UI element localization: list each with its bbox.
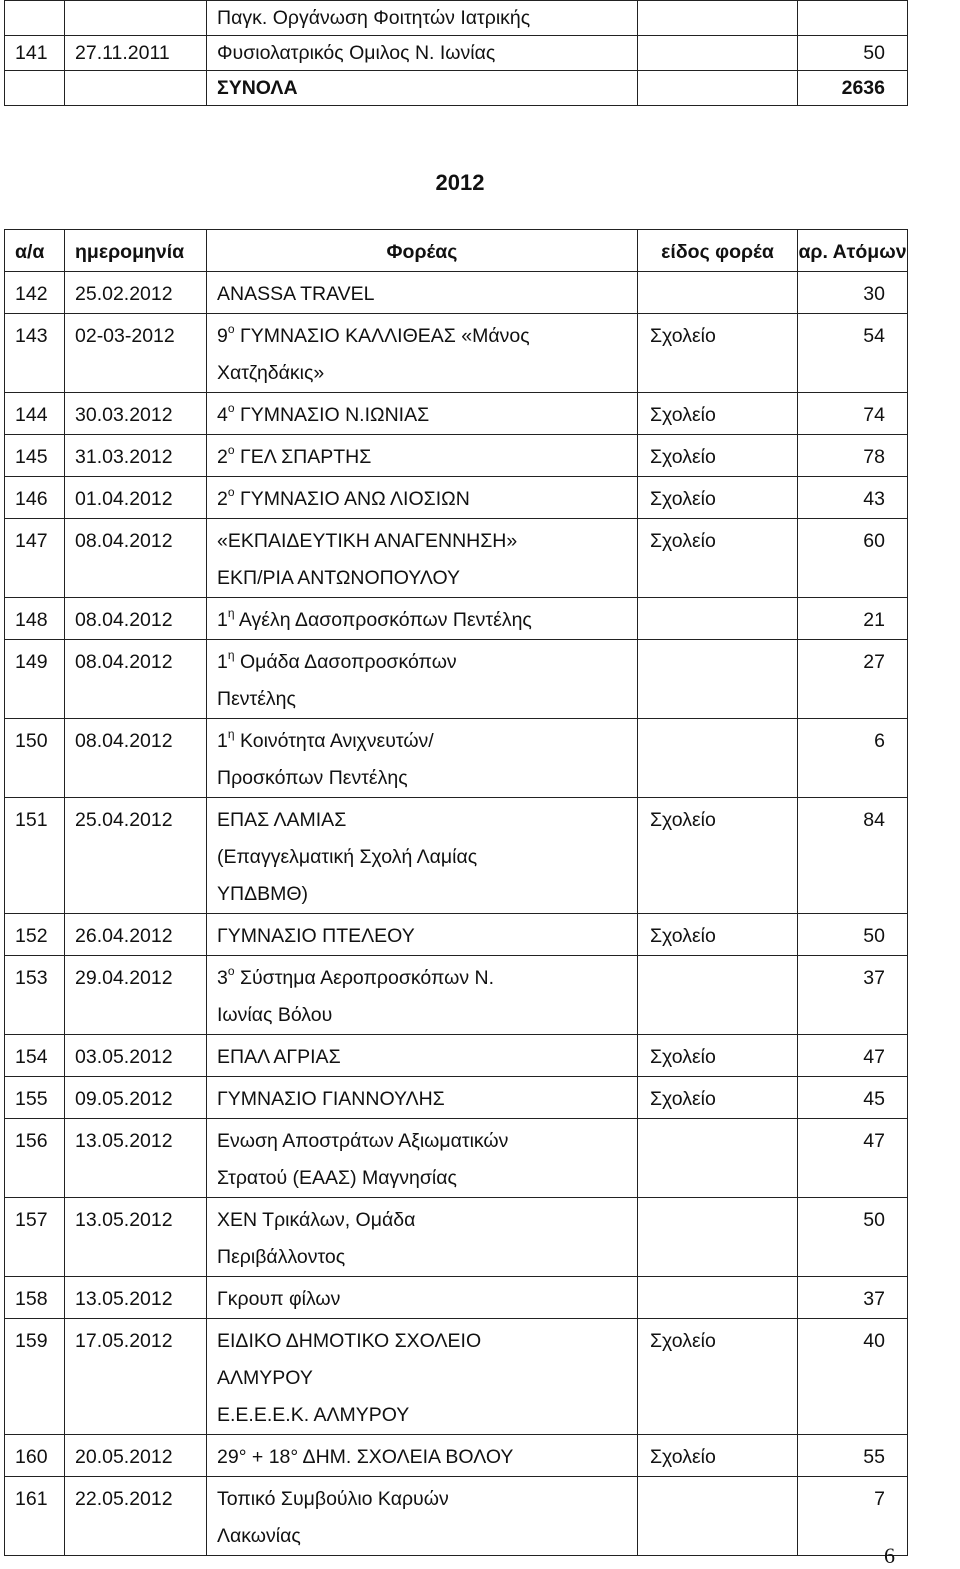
row-count: 27 <box>798 640 908 719</box>
org-line: Στρατού (ΕΑΑΣ) Μαγνησίας <box>217 1167 457 1189</box>
org-line: ΑΛΜΥΡΟΥ <box>217 1367 313 1389</box>
row-date: 25.04.2012 <box>65 798 207 914</box>
row-type: Σχολείο <box>638 435 798 477</box>
row-count: 21 <box>798 598 908 640</box>
row-date: 22.05.2012 <box>65 1477 207 1556</box>
table-row <box>5 1277 908 1319</box>
org-line: ΕΚΠ/ΡΙΑ ΑΝΤΩΝΟΠΟΥΛΟΥ <box>217 567 461 589</box>
row-org <box>207 640 638 719</box>
org-line <box>217 960 637 997</box>
org-text: ΓΥΜΝΑΣΙΟ Ν.ΙΩΝΙΑΣ <box>239 404 430 426</box>
org-line: Προσκόπων Πεντέλης <box>217 767 408 789</box>
row-count: 60 <box>798 519 908 598</box>
row-org <box>207 956 638 1035</box>
table-row <box>5 1119 908 1198</box>
org-line: 29° + 18° ΔΗΜ. ΣΧΟΛΕΙΑ ΒΟΛΟΥ <box>217 1446 514 1468</box>
row-date: 09.05.2012 <box>65 1077 207 1119</box>
table-row <box>5 640 908 719</box>
row-date: 25.02.2012 <box>65 272 207 314</box>
row-aa: 150 <box>5 719 65 798</box>
row-org <box>207 1435 638 1477</box>
table-row <box>5 1477 908 1556</box>
row-org <box>207 798 638 914</box>
row-type: Σχολείο <box>638 798 798 914</box>
row-count: 78 <box>798 435 908 477</box>
ordinal-suffix: ο <box>227 321 235 336</box>
ordinal-suffix: ο <box>227 963 235 978</box>
row-type: Σχολείο <box>638 1435 798 1477</box>
row-aa: 141 <box>5 36 65 71</box>
org-text: ΓΕΛ ΣΠΑΡΤΗΣ <box>239 446 372 468</box>
row-count <box>798 1 908 36</box>
org-line: Γκρουπ φίλων <box>217 1288 341 1310</box>
row-date: 17.05.2012 <box>65 1319 207 1435</box>
org-line: ΕΠΑΣ ΛΑΜΙΑΣ <box>217 809 347 831</box>
page-number: 6 <box>884 1543 895 1568</box>
org-line: (Επαγγελματική Σχολή Λαμίας <box>217 846 478 868</box>
row-type <box>638 272 798 314</box>
org-text: ΓΥΜΝΑΣΙΟ ΑΝΩ ΛΙΟΣΙΩΝ <box>239 488 470 510</box>
header-type: είδος φορέα <box>638 230 798 272</box>
header-aa: α/α <box>5 230 65 272</box>
org-line <box>217 439 637 476</box>
row-count: 43 <box>798 477 908 519</box>
row-aa <box>5 1 65 36</box>
row-aa: 160 <box>5 1435 65 1477</box>
org-line <box>217 481 637 518</box>
row-aa: 146 <box>5 477 65 519</box>
row-org <box>207 1277 638 1319</box>
org-line <box>217 397 637 434</box>
org-line: ΕΠΑΛ ΑΓΡΙΑΣ <box>217 1046 341 1068</box>
row-count: 50 <box>798 914 908 956</box>
row-count: 55 <box>798 1435 908 1477</box>
row-date: 31.03.2012 <box>65 435 207 477</box>
row-org <box>207 1477 638 1556</box>
row-type <box>638 1119 798 1198</box>
org-line: Ε.Ε.Ε.Ε.Κ. ΑΛΜΥΡΟΥ <box>217 1404 410 1426</box>
org-line <box>217 318 637 355</box>
row-type <box>638 1477 798 1556</box>
row-date: 27.11.2011 <box>65 36 207 71</box>
row-count: 40 <box>798 1319 908 1435</box>
table-row <box>5 1198 908 1277</box>
row-type <box>638 598 798 640</box>
table-row <box>5 519 908 598</box>
row-count: 74 <box>798 393 908 435</box>
row-count: 47 <box>798 1035 908 1077</box>
ordinal-suffix: ο <box>227 400 235 415</box>
row-type: Σχολείο <box>638 914 798 956</box>
table-row <box>5 956 908 1035</box>
ordinal-number: 3 <box>217 967 228 989</box>
table-row <box>5 435 908 477</box>
table-row <box>5 914 908 956</box>
row-count: 37 <box>798 956 908 1035</box>
row-count: 50 <box>798 36 908 71</box>
row-count: 7 <box>798 1477 908 1556</box>
row-date: 13.05.2012 <box>65 1198 207 1277</box>
org-line: ΓΥΜΝΑΣΙΟ ΠΤΕΛΕΟΥ <box>217 925 415 947</box>
org-line: Ιωνίας Βόλου <box>217 1004 333 1026</box>
row-count: 84 <box>798 798 908 914</box>
org-line: Τοπικό Συμβούλιο Καρυών <box>217 1488 449 1510</box>
row-type: Σχολείο <box>638 519 798 598</box>
row-count: 47 <box>798 1119 908 1198</box>
row-aa: 142 <box>5 272 65 314</box>
row-type <box>638 1277 798 1319</box>
org-line: ΥΠΔΒΜΘ) <box>217 883 309 905</box>
row-type <box>638 956 798 1035</box>
org-line: ANASSA TRAVEL <box>217 283 375 305</box>
org-line: «ΕΚΠΑΙΔΕΥΤΙΚΗ ΑΝΑΓΕΝΝΗΣΗ» <box>217 530 518 552</box>
row-type: Σχολείο <box>638 477 798 519</box>
row-type: Σχολείο <box>638 1319 798 1435</box>
table-row <box>5 719 908 798</box>
row-date: 08.04.2012 <box>65 640 207 719</box>
row-type: Σχολείο <box>638 1077 798 1119</box>
row-date: 20.05.2012 <box>65 1435 207 1477</box>
table-row <box>5 36 908 71</box>
ordinal-number: 9 <box>217 325 228 347</box>
row-type <box>638 1 798 36</box>
table-row <box>5 314 908 393</box>
header-count: αρ. Ατόμων <box>798 230 908 272</box>
row-date: 02-03-2012 <box>65 314 207 393</box>
ordinal-suffix: η <box>227 605 235 620</box>
previous-year-table <box>4 0 908 106</box>
table-row <box>5 798 908 914</box>
row-org <box>207 314 638 393</box>
org-text: Σύστημα Αεροπροσκόπων Ν. <box>239 967 495 989</box>
ordinal-number: 1 <box>217 651 228 673</box>
org-line: ΓΥΜΝΑΣΙΟ ΓΙΑΝΝΟΥΛΗΣ <box>217 1088 445 1110</box>
row-aa: 158 <box>5 1277 65 1319</box>
row-org <box>207 519 638 598</box>
table-row <box>5 598 908 640</box>
row-aa: 153 <box>5 956 65 1035</box>
table-row <box>5 1319 908 1435</box>
row-aa: 156 <box>5 1119 65 1198</box>
row-count: 30 <box>798 272 908 314</box>
row-date: 03.05.2012 <box>65 1035 207 1077</box>
row-aa: 152 <box>5 914 65 956</box>
row-org <box>207 914 638 956</box>
ordinal-number: 2 <box>217 446 228 468</box>
row-aa: 155 <box>5 1077 65 1119</box>
ordinal-suffix: η <box>227 726 235 741</box>
ordinal-number: 1 <box>217 609 228 631</box>
row-aa: 157 <box>5 1198 65 1277</box>
table-row <box>5 272 908 314</box>
org-text: Αγέλη Δασοπροσκόπων Πεντέλης <box>238 609 532 631</box>
row-org <box>207 1319 638 1435</box>
org-line <box>217 644 637 681</box>
org-line: Περιβάλλοντος <box>217 1246 346 1268</box>
totals-row <box>5 71 908 106</box>
row-aa: 148 <box>5 598 65 640</box>
row-count: 6 <box>798 719 908 798</box>
org-text: Ομάδα Δασοπροσκόπων <box>239 651 457 673</box>
row-aa: 145 <box>5 435 65 477</box>
table-row <box>5 1035 908 1077</box>
row-aa: 151 <box>5 798 65 914</box>
row-org <box>207 719 638 798</box>
header-org: Φορέας <box>207 230 638 272</box>
row-date: 26.04.2012 <box>65 914 207 956</box>
row-org: Φυσιολατρικός Ομιλος Ν. Ιωνίας <box>207 36 638 71</box>
ordinal-number: 2 <box>217 488 228 510</box>
year-title: 2012 <box>435 170 485 195</box>
row-type <box>638 719 798 798</box>
row-org <box>207 1035 638 1077</box>
table-row <box>5 393 908 435</box>
row-aa: 149 <box>5 640 65 719</box>
row-count: 37 <box>798 1277 908 1319</box>
row-org: Παγκ. Οργάνωση Φοιτητών Ιατρικής <box>207 1 638 36</box>
row-org <box>207 477 638 519</box>
row-date: 08.04.2012 <box>65 598 207 640</box>
row-org <box>207 1077 638 1119</box>
org-line: Λακωνίας <box>217 1525 301 1547</box>
table-row <box>5 477 908 519</box>
row-date: 13.05.2012 <box>65 1277 207 1319</box>
org-line: Ενωση Αποστράτων Αξιωματικών <box>217 1130 509 1152</box>
row-aa: 159 <box>5 1319 65 1435</box>
header-date: ημερομηνία <box>65 230 207 272</box>
table-row <box>5 1435 908 1477</box>
row-type <box>638 36 798 71</box>
row-type <box>638 1198 798 1277</box>
row-org <box>207 1198 638 1277</box>
org-line <box>217 602 637 639</box>
row-aa: 154 <box>5 1035 65 1077</box>
ordinal-number: 4 <box>217 404 228 426</box>
org-line: ΧΕΝ Τρικάλων, Ομάδα <box>217 1209 416 1231</box>
row-org <box>207 435 638 477</box>
visits-table-2012 <box>4 229 908 1556</box>
row-org <box>207 272 638 314</box>
row-count: 50 <box>798 1198 908 1277</box>
row-aa: 144 <box>5 393 65 435</box>
row-date <box>65 1 207 36</box>
table-row <box>5 1 908 36</box>
row-date: 30.03.2012 <box>65 393 207 435</box>
row-count: 54 <box>798 314 908 393</box>
ordinal-number: 1 <box>217 730 228 752</box>
ordinal-suffix: ο <box>227 442 235 457</box>
org-line <box>217 723 637 760</box>
row-date: 08.04.2012 <box>65 519 207 598</box>
row-org <box>207 393 638 435</box>
row-date: 13.05.2012 <box>65 1119 207 1198</box>
totals-label: ΣΥΝΟΛΑ <box>207 71 638 106</box>
org-line: ΕΙΔΙΚΟ ΔΗΜΟΤΙΚΟ ΣΧΟΛΕΙΟ <box>217 1330 482 1352</box>
row-aa: 147 <box>5 519 65 598</box>
totals-value: 2636 <box>798 71 908 106</box>
row-type: Σχολείο <box>638 1035 798 1077</box>
row-aa: 143 <box>5 314 65 393</box>
row-count: 45 <box>798 1077 908 1119</box>
row-date: 08.04.2012 <box>65 719 207 798</box>
row-org <box>207 1119 638 1198</box>
org-text: Κοινότητα Ανιχνευτών/ <box>239 730 434 752</box>
row-type: Σχολείο <box>638 393 798 435</box>
row-org <box>207 598 638 640</box>
ordinal-suffix: η <box>227 647 235 662</box>
row-date: 01.04.2012 <box>65 477 207 519</box>
row-aa: 161 <box>5 1477 65 1556</box>
ordinal-suffix: ο <box>227 484 235 499</box>
table-header-row <box>5 230 908 272</box>
table-row <box>5 1077 908 1119</box>
org-line: Πεντέλης <box>217 688 296 710</box>
row-date: 29.04.2012 <box>65 956 207 1035</box>
row-type: Σχολείο <box>638 314 798 393</box>
row-type <box>638 640 798 719</box>
org-line: Χατζηδάκις» <box>217 362 325 384</box>
org-text: ΓΥΜΝΑΣΙΟ ΚΑΛΛΙΘΕΑΣ «Μάνος <box>239 325 530 347</box>
